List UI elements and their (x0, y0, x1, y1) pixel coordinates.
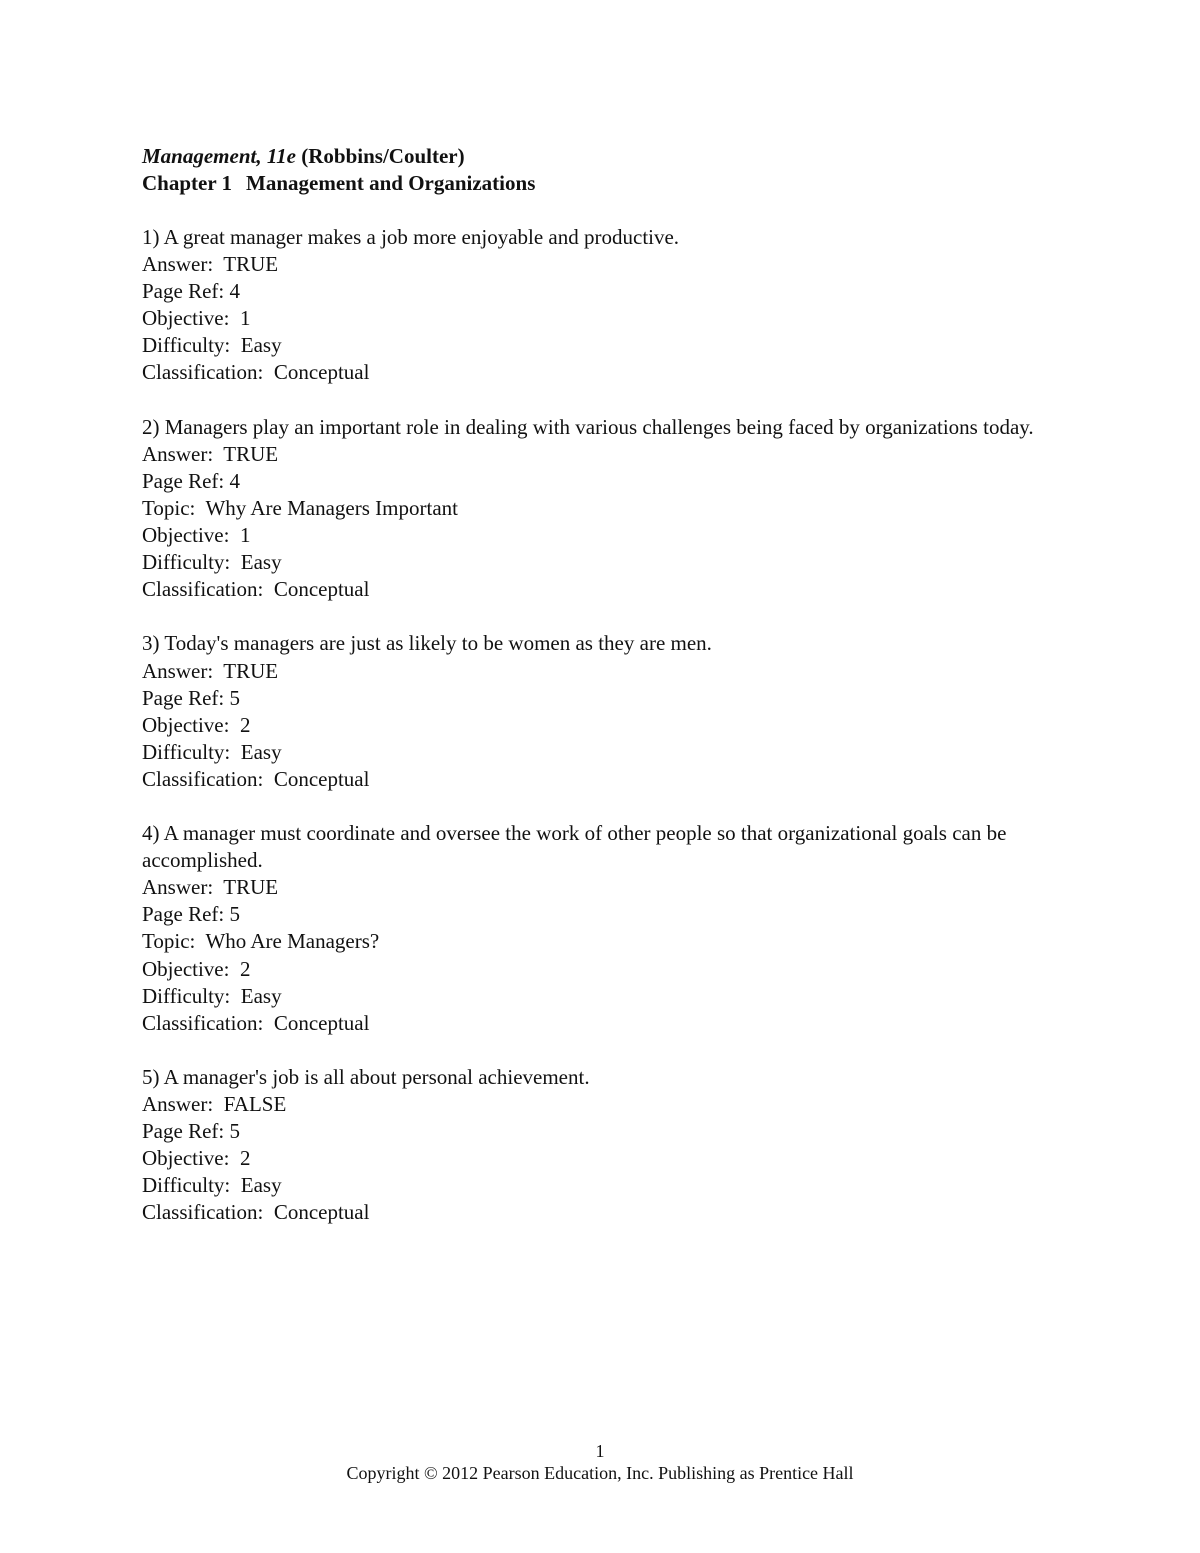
question-text: 1) A great manager makes a job more enjoyable and productive. (142, 225, 680, 249)
objective-field: Objective: 1 (142, 523, 251, 548)
question-5 (142, 1064, 1082, 1227)
question-1 (142, 224, 1082, 387)
difficulty-field: Difficulty: Easy (142, 333, 282, 358)
document-body (142, 143, 1082, 1254)
objective-field: Objective: 2 (142, 712, 251, 737)
book-title-line (142, 143, 1082, 170)
answer-field: Answer: TRUE (142, 252, 279, 277)
page-ref-field: Page Ref: 5 (142, 902, 240, 927)
question-2 (142, 414, 1082, 604)
answer-field: Answer: TRUE (142, 441, 279, 466)
classification-field: Classification: Conceptual (142, 1010, 370, 1035)
classification-field: Classification: Conceptual (142, 1200, 370, 1225)
difficulty-field: Difficulty: Easy (142, 550, 282, 575)
copyright-notice: Copyright © 2012 Pearson Education, Inc. Publishing as Prentice Hall (346, 1463, 854, 1483)
chapter-heading (142, 170, 1082, 197)
objective-field: Objective: 2 (142, 1146, 251, 1171)
question-4 (142, 820, 1082, 1037)
classification-field: Classification: Conceptual (142, 360, 370, 385)
chapter-title: Management and Organizations (246, 171, 536, 195)
classification-field: Classification: Conceptual (142, 577, 370, 602)
topic-field: Topic: Why Are Managers Important (142, 495, 458, 520)
page-ref-field: Page Ref: 5 (142, 685, 240, 710)
answer-field: Answer: FALSE (142, 1092, 287, 1116)
page-ref-field: Page Ref: 4 (142, 279, 240, 304)
objective-field: Objective: 2 (142, 956, 251, 981)
topic-field: Topic: Who Are Managers? (142, 929, 380, 954)
page-ref-field: Page Ref: 5 (142, 1119, 240, 1144)
difficulty-field: Difficulty: Easy (142, 1173, 282, 1198)
question-text: 3) Today's managers are just as likely to be women as they are men. (142, 631, 712, 656)
difficulty-field: Difficulty: Easy (142, 739, 282, 764)
page-number: 1 (595, 1441, 605, 1461)
book-authors: (Robbins/Coulter) (301, 144, 465, 168)
book-title: Management, 11e (142, 144, 297, 168)
question-text: 2) Managers play an important role in dealing with various challenges being faced by organizations today. (142, 414, 1034, 439)
classification-field: Classification: Conceptual (142, 766, 370, 791)
answer-field: Answer: TRUE (142, 875, 279, 900)
page-ref-field: Page Ref: 4 (142, 468, 240, 493)
objective-field: Objective: 1 (142, 306, 251, 331)
chapter-number: Chapter 1 (142, 171, 233, 195)
question-text: 4) A manager must coordinate and oversee the work of other people so that organizational goals can be accomplished. (142, 821, 1007, 873)
answer-field: Answer: TRUE (142, 658, 279, 683)
question-3 (142, 630, 1082, 793)
question-list (142, 224, 1082, 1226)
difficulty-field: Difficulty: Easy (142, 983, 282, 1008)
question-text: 5) A manager's job is all about personal achievement. (142, 1064, 590, 1089)
